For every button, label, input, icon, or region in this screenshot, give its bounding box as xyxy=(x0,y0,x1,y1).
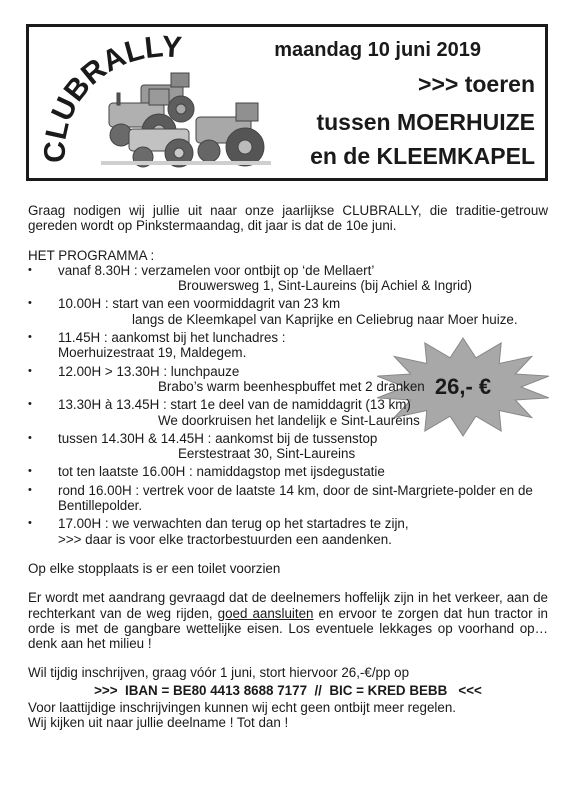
tractor-illustration xyxy=(101,73,271,167)
bullet-icon: • xyxy=(28,331,32,344)
programma-item xyxy=(28,431,548,462)
registration-line-2: Voor laattijdige inschrijvingen kunnen wij echt geen ontbijt meer regelen. xyxy=(28,700,457,716)
programma-item-main: 17.00H : we verwachten dan terug op het startadres te zijn, xyxy=(58,516,409,532)
traffic-request-paragraph xyxy=(28,590,548,651)
programma-item-sub: Eerstestraat 30, Sint-Laureins xyxy=(178,446,356,462)
header-kleemkapel: en de KLEEMKAPEL xyxy=(310,143,535,169)
bullet-icon: • xyxy=(28,364,32,377)
programma-item-sub: Brouwersweg 1, Sint-Laureins (bij Achiel & Ingrid) xyxy=(178,278,472,294)
clubrally-logo xyxy=(31,33,281,178)
programma-item-sub: >>> daar is voor elke tractorbestuurden een aandenken. xyxy=(58,531,392,547)
programma-item-main: 11.45H : aankomst bij het lunchadres : xyxy=(58,330,286,346)
bullet-icon: • xyxy=(28,517,32,530)
request-text-2: en ervoor te zorgen dat hun tractor in orde is met de gangbare wettelijke eisen. Los eventuele lekkages op voorhand op… denk aan het milieu ! xyxy=(28,605,549,652)
programma-item-main: 12.00H > 13.30H : lunchpauze xyxy=(58,363,240,379)
programma-item xyxy=(28,330,548,361)
bullet-icon: • xyxy=(28,465,32,478)
programma-item-sub: Moerhuizestraat 19, Maldegem. xyxy=(58,345,247,361)
programma-item xyxy=(28,397,548,428)
programma-item-sub: langs de Kleemkapel van Kaprijke en Celiebrug naar Moer huize. xyxy=(132,311,518,327)
programma-item-main: tot ten laatste 16.00H : namiddagstop met ijsdegustatie xyxy=(58,464,385,480)
intro-paragraph: Graag nodigen wij jullie uit naar onze jaarlijkse CLUBRALLY, die traditie-getrouw gereden wordt op Pinkstermaandag, dit jaar is dat de 10e juni. xyxy=(28,203,548,234)
programma-item xyxy=(28,296,548,327)
bullet-icon: • xyxy=(28,263,32,276)
programma-item-main: vanaf 8.30H : verzamelen voor ontbijt op ‘de Mellaert’ xyxy=(58,262,375,278)
letter-content xyxy=(28,203,548,731)
registration-block xyxy=(28,665,548,730)
header-tussen: tussen MOERHUIZE xyxy=(316,109,535,135)
programma-item-main: rond 16.00H : vertrek voor de laatste 14 km, door de sint-Margriete-polder en de Bentillepolder. xyxy=(58,482,533,514)
programma-item xyxy=(28,516,548,547)
header-box xyxy=(26,24,548,181)
event-date: maandag 10 juni 2019 xyxy=(274,39,481,61)
programma-item-main: 13.30H à 13.45H : start 1e deel van de namiddagrit (13 km) xyxy=(58,397,411,413)
bullet-icon: • xyxy=(28,398,32,411)
bullet-icon: • xyxy=(28,483,32,496)
programma-title: HET PROGRAMMA : xyxy=(28,247,155,263)
iban-line: >>> IBAN = BE80 4413 8688 7177 // BIC = KRED BEBB <<< xyxy=(94,682,482,698)
programma-list xyxy=(28,263,548,547)
programma-item-main: tussen 14.30H & 14.45H : aankomst bij de tussenstop xyxy=(58,430,378,446)
registration-line-1: Wil tijdig inschrijven, graag vóór 1 juni, stort hiervoor 26,-€/pp op xyxy=(28,665,410,681)
price-label: 26,- € xyxy=(434,374,492,399)
programma-item xyxy=(28,263,548,294)
programma-item-sub: Brabo’s warm beenhespbuffet met 2 dranken xyxy=(158,378,425,394)
toilet-notice: Op elke stopplaats is er een toilet voorzien xyxy=(28,560,281,576)
programma-item xyxy=(28,464,548,479)
registration-line-3: Wij kijken uit naar jullie deelname ! Tot dan ! xyxy=(28,715,289,731)
logo-arc-text: CLUBRALLY xyxy=(38,33,183,163)
request-underlined: goed aansluiten xyxy=(217,605,314,621)
logo-graphic xyxy=(31,33,281,178)
request-text-1: Er wordt met aandrang gevraagd dat de deelnemers hoffelijk zijn in het verkeer, aan de rechterkant van de weg rijden, xyxy=(28,590,548,621)
header-toeren: >>> toeren xyxy=(418,71,535,97)
programma-item xyxy=(28,483,548,514)
programma-item-sub: We doorkruisen het landelijk e Sint-Laureins xyxy=(158,412,420,428)
programma-item xyxy=(28,364,548,395)
bullet-icon: • xyxy=(28,297,32,310)
bullet-icon: • xyxy=(28,431,32,444)
programma-item-main: 10.00H : start van een voormiddagrit van 23 km xyxy=(58,296,341,312)
